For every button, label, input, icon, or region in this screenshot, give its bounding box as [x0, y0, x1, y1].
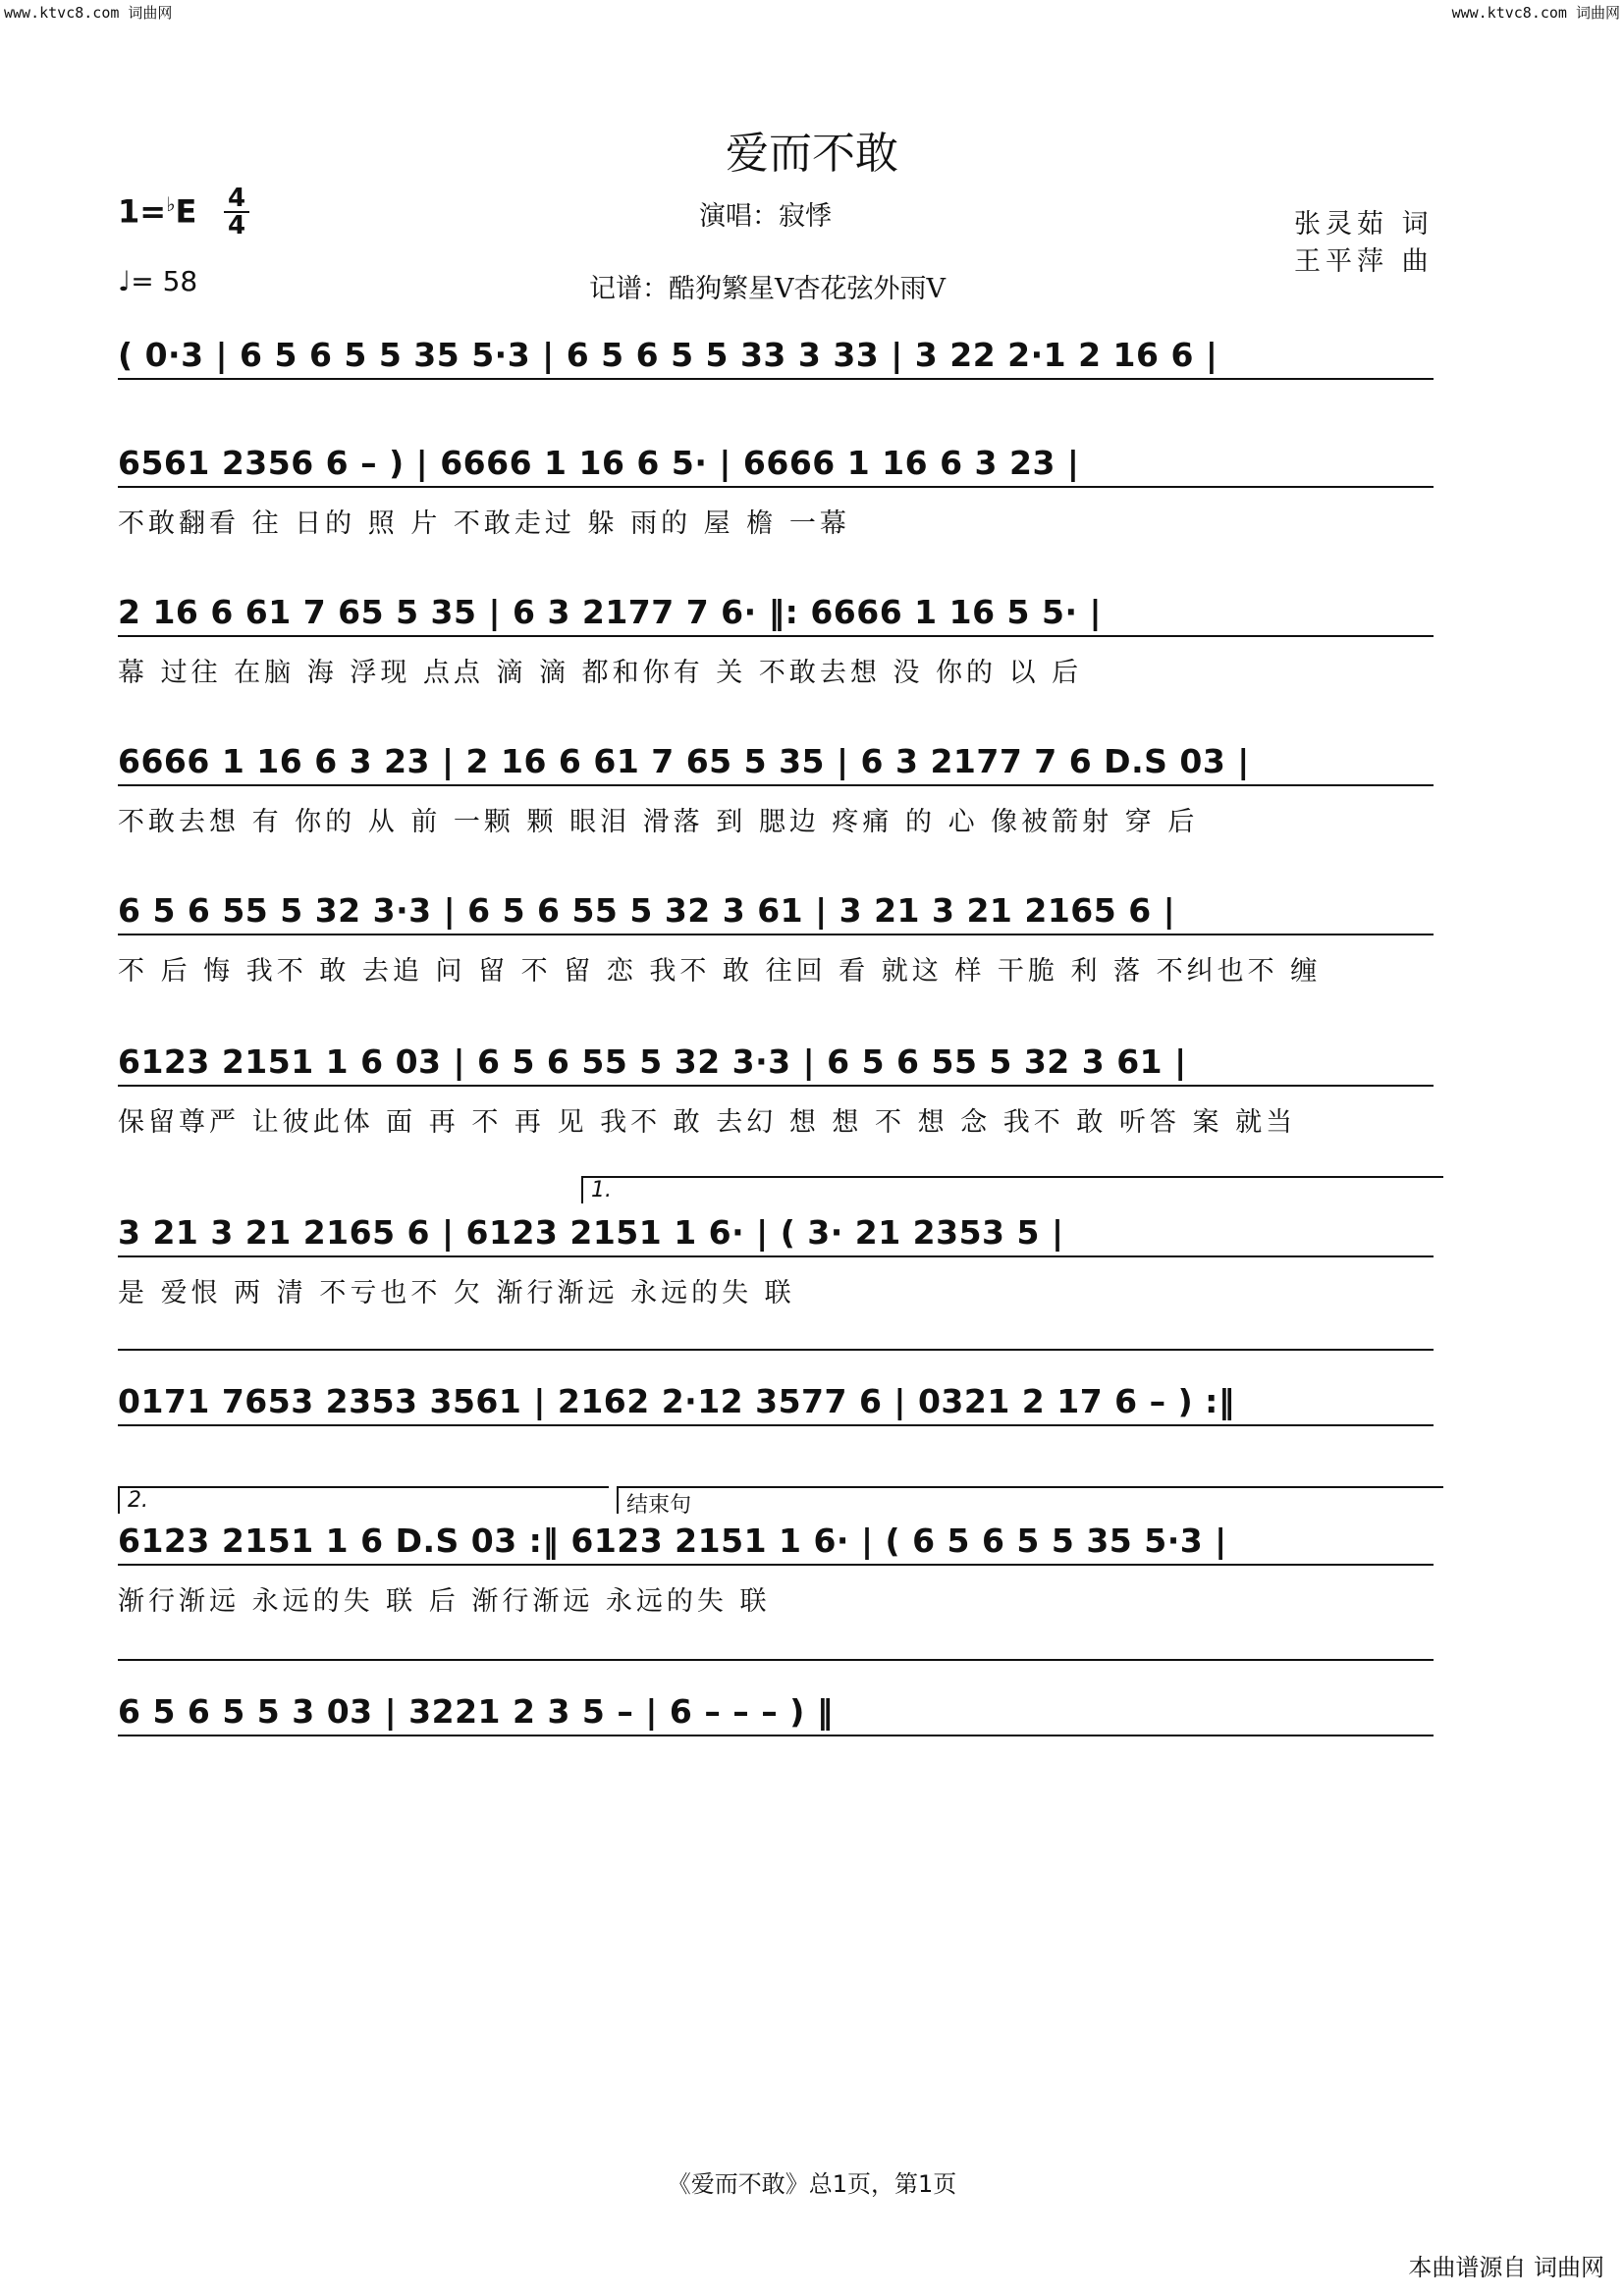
lyricist: 张灵茹 词 [1294, 209, 1434, 240]
system-2 [118, 444, 1434, 540]
time-bottom: 4 [227, 211, 246, 240]
notation-line: 0171 7653 2353 3561 | 2162 2·12 3577 6 | 0321 2 17 6 – ) :‖ [118, 1382, 1434, 1426]
second-ending-label: 2. [128, 1488, 148, 1513]
system-10-bracket [118, 1659, 1434, 1661]
system-3 [118, 593, 1434, 689]
notation-line: 6561 2356 6 – ) | 6666 1 16 6 5· | 6666 1 16 6 3 23 | [118, 444, 1434, 488]
coda-label: 结束句 [626, 1493, 692, 1518]
source-credit: 本曲谱源自 词曲网 [1408, 2254, 1604, 2281]
page-footer: 《爱而不敢》总1页，第1页 [667, 2170, 957, 2198]
system-4 [118, 742, 1434, 838]
lyric-line: 不敢去想 有 你的 从 前 一颗 颗 眼泪 滑落 到 腮边 疼痛 的 心 像被箭射 穿 后 [118, 807, 1199, 837]
watermark-right: www.ktvc8.com 词曲网 [1451, 4, 1620, 22]
notation-line: ( 0·3 | 6 5 6 5 5 35 5·3 | 6 5 6 5 5 33 3 33 | 3 22 2·1 2 16 6 | [118, 336, 1434, 380]
lyric-line: 幕 过往 在脑 海 浮现 点点 滴 滴 都和你有 关 不敢去想 没 你的 以 后 [118, 658, 1083, 688]
first-ending-bracket [581, 1176, 1443, 1203]
song-title: 爱而不敢 [726, 129, 898, 179]
system-9 [118, 1522, 1434, 1618]
notation-line: 2 16 6 61 7 65 5 35 | 6 3 2177 7 6· ‖: 6666 1 16 5 5· | [118, 593, 1434, 637]
flat-sign: ♭ [166, 192, 176, 216]
time-top: 4 [227, 184, 246, 213]
lyric-line: 保留尊严 让彼此体 面 再 不 再 见 我不 敢 去幻 想 想 不 想 念 我不 敢 听答 案 就当 [118, 1107, 1297, 1138]
key-letter: E [175, 192, 197, 231]
lyric-line: 渐行渐远 永远的失 联 后 渐行渐远 永远的失 联 [118, 1586, 771, 1617]
singer: 演唱：寂悸 [699, 201, 832, 232]
system-5 [118, 891, 1434, 988]
first-ending-label: 1. [591, 1178, 612, 1202]
notation-line: 3 21 3 21 2165 6 | 6123 2151 1 6· | ( 3· 21 2353 5 | [118, 1213, 1434, 1257]
coda-bracket [617, 1486, 1443, 1518]
watermark-left: www.ktvc8.com 词曲网 [4, 4, 173, 22]
system-6 [118, 1042, 1434, 1139]
lyric-line: 不敢翻看 往 日的 照 片 不敢走过 躲 雨的 屋 檐 一幕 [118, 508, 850, 539]
second-ending-bracket [118, 1486, 609, 1514]
lyric-line: 是 爱恨 两 清 不亏也不 欠 渐行渐远 永远的失 联 [118, 1278, 795, 1308]
transcriber: 记谱：酷狗繁星V杏花弦外雨V [589, 274, 946, 304]
system-1 [118, 336, 1434, 380]
tempo-marking: ♩= 58 [118, 265, 198, 297]
notation-line: 6123 2151 1 6 D.S 03 :‖ 6123 2151 1 6· | ( 6 5 6 5 5 35 5·3 | [118, 1522, 1434, 1566]
notation-line: 6123 2151 1 6 03 | 6 5 6 55 5 32 3·3 | 6 5 6 55 5 32 3 61 | [118, 1042, 1434, 1087]
system-8 [118, 1382, 1434, 1426]
notation-line: 6666 1 16 6 3 23 | 2 16 6 61 7 65 5 35 | 6 3 2177 7 6 D.S 03 | [118, 742, 1434, 786]
system-7 [118, 1213, 1434, 1309]
time-signature [224, 184, 249, 240]
key-prefix: 1= [118, 192, 167, 231]
composer: 王平萍 曲 [1294, 246, 1434, 277]
system-8-bracket [118, 1349, 1434, 1351]
notation-line: 6 5 6 5 5 3 03 | 3221 2 3 5 – | 6 – – – ) ‖ [118, 1692, 1434, 1736]
system-10 [118, 1692, 1434, 1736]
lyric-line: 不 后 悔 我不 敢 去追 问 留 不 留 恋 我不 敢 往回 看 就这 样 干脆 利 落 不纠也不 缠 [118, 956, 1322, 987]
notation-line: 6 5 6 55 5 32 3·3 | 6 5 6 55 5 32 3 61 | 3 21 3 21 2165 6 | [118, 891, 1434, 935]
key-signature [118, 192, 196, 231]
